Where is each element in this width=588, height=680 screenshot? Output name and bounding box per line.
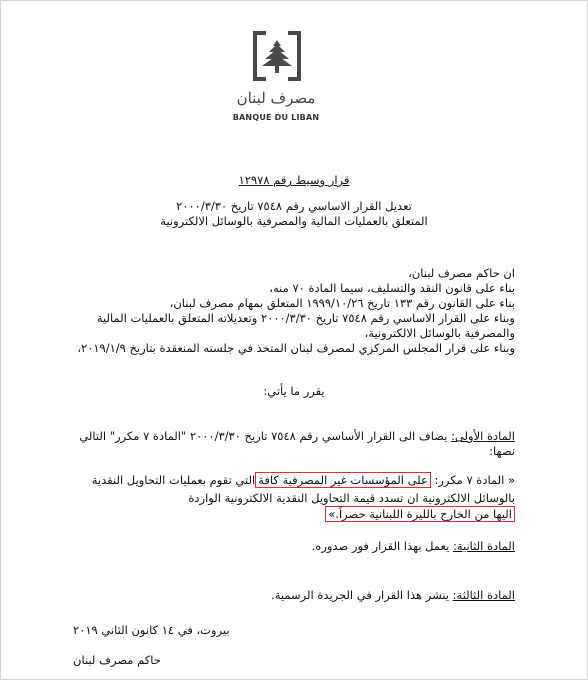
article-1 (79, 429, 515, 443)
preamble-line-1: ان حاكم مصرف لبنان، (408, 266, 515, 280)
article-3-label: المادة الثالثة: (452, 588, 515, 602)
preamble-line-3: بناء على القانون رقم ١٣٣ تاريخ ١٩٩٩/١٠/٢٦ المتعلق بمهام مصرف لبنان، (169, 296, 515, 310)
article-3-text: ينشر هذا القرار في الجريدة الرسمية. (271, 588, 449, 602)
preamble-line-2: بناء على قانون النقد والتسليف، سيما المادة ٧٠ منه، (269, 281, 515, 295)
article-7bis-line-1 (92, 473, 515, 487)
article-2-text: يعمل بهذا القرار فور صدوره. (311, 539, 450, 553)
article-2-label: المادة الثانية: (452, 539, 515, 553)
signature: حاكم مصرف لبنان (73, 653, 161, 667)
decides-heading: يقرر ما يأتي: (263, 384, 325, 398)
article-1-continuation: نصها: (489, 444, 515, 458)
preamble-line-5: والمصرفية بالوسائل الالكترونية، (364, 326, 515, 340)
cedar-tree-icon (253, 31, 301, 81)
article-7bis-line-3 (325, 507, 515, 521)
preamble-line-6: وبناء على قرار المجلس المركزي لمصرف لبنان المتخذ في جلسته المنعقدة بتاريخ ٢٠١٩/١/٩، (77, 341, 515, 355)
place-date: بيروت، في ١٤ كانون الثاني ٢٠١٩ (73, 623, 230, 637)
article-1-label: المادة الأولى: (451, 429, 515, 443)
highlight-box-2: اليها من الخارج بالليرة اللبنانية حصراً.» (325, 506, 515, 522)
article-7bis-line-1-rest: التي تقوم بعمليات التحاويل النقدية (91, 473, 256, 487)
subject-line-2: المتعلق بالعمليات المالية والمصرفية بالوسائل الالكترونية (160, 214, 428, 228)
article-7bis-prefix: « المادة ٧ مكرر: (434, 473, 515, 487)
decision-title: قرار وسيط رقم ١٢٩٧٨ (238, 173, 350, 187)
subject-line-1: تعديل القرار الاساسي رقم ٧٥٤٨ تاريخ ٢٠٠٠/٣/٣٠ (176, 199, 412, 213)
article-1-text: يضاف الى القرار الأساسي رقم ٧٥٤٨ تاريخ ٢٠٠٠/٣/٣٠ "المادة ٧ مكرر" التالي (79, 429, 448, 443)
bank-name-french: BANQUE DU LIBAN (232, 113, 320, 122)
highlight-box-1: على المؤسسات غير المصرفية كافة (255, 472, 431, 488)
preamble-line-4: وبناء على القرار الاساسي رقم ٧٥٤٨ تاريخ ٢٠٠٠/٣/٣٠ وتعديلاته المتعلق بالعمليات المالية (96, 311, 515, 325)
article-7bis-line-2: بالوسائل الالكترونية ان تسدد قيمة التحاويل النقدية الالكترونية الواردة (188, 491, 515, 505)
bank-name-arabic: مصرف لبنان (236, 89, 316, 107)
article-3 (271, 588, 515, 602)
article-2 (312, 539, 515, 553)
